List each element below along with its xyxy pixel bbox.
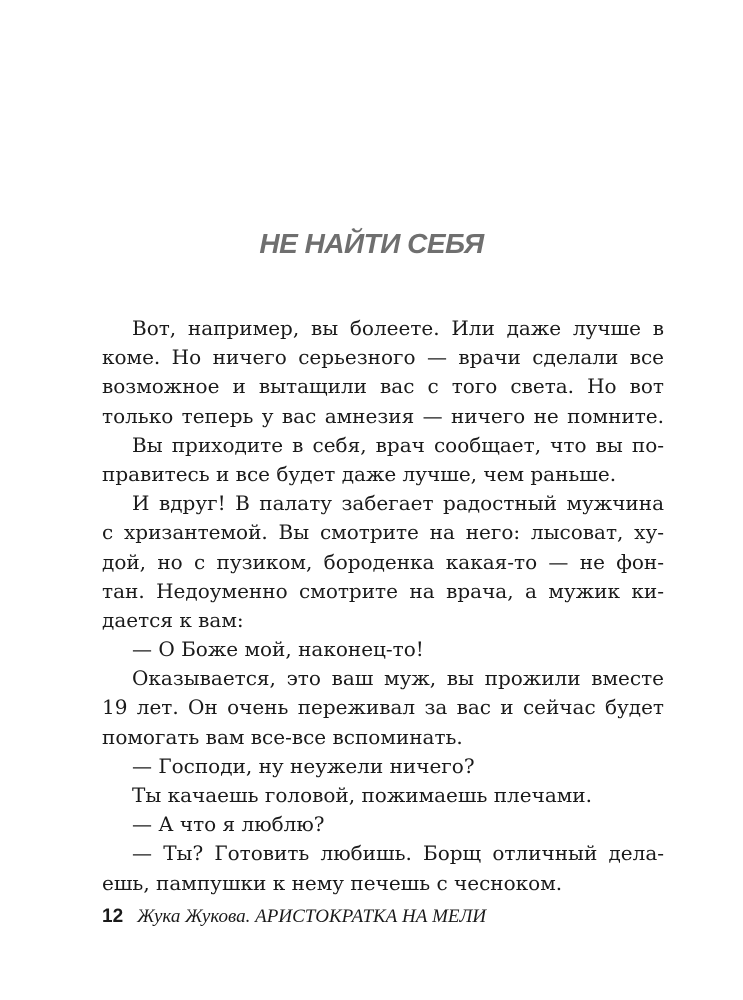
text-line: Оказывается, это ваш муж, вы прожили вместе xyxy=(132,666,664,691)
body-text xyxy=(102,314,664,898)
text-line: дается к вам: xyxy=(102,607,244,632)
dialogue-line: — Ты? Готовить любишь. Борщ отличный дела- xyxy=(132,841,664,866)
chapter-title: НЕ НАЙТИ СЕБЯ xyxy=(259,228,484,259)
text-line: тан. Недоуменно смотрите на врача, а мужик ки- xyxy=(102,578,664,603)
dialogue-line: — А что я люблю? xyxy=(132,812,325,837)
text-line: возможное и вытащили вас с того света. Но вот xyxy=(102,374,664,399)
page-number: 12 xyxy=(102,906,124,927)
text-line: правитесь и все будет даже лучше, чем раньше. xyxy=(102,461,617,486)
text-line: Вы приходите в себя, врач сообщает, что вы по- xyxy=(132,432,664,457)
text-line: Ты качаешь головой, пожимаешь плечами. xyxy=(132,783,592,807)
running-head: Жука Жукова. АРИСТОКРАТКА НА МЕЛИ xyxy=(137,906,487,927)
text-line: дой, но с пузиком, бороденка какая-то — не фон- xyxy=(102,549,664,574)
dialogue-line: — Господи, ну неужели ничего? xyxy=(132,753,475,778)
text-line: коме. Но ничего серьезного — врачи сделали все xyxy=(102,345,664,370)
text-line: Вот, например, вы болеете. Или даже лучше в xyxy=(132,316,664,340)
text-line: с хризантемой. Вы смотрите на него: лысоват, ху- xyxy=(102,520,664,545)
page-footer xyxy=(102,906,486,928)
text-line: И вдруг! В палату забегает радостный мужчина xyxy=(132,491,664,516)
text-line: помогать вам все-все вспоминать. xyxy=(102,724,463,749)
dialogue-line: — О Боже мой, наконец-то! xyxy=(132,637,424,662)
text-line: 19 лет. Он очень переживал за вас и сейчас будет xyxy=(102,695,664,720)
text-line: ешь, пампушки к нему печешь с чесноком. xyxy=(102,870,563,895)
text-line: только теперь у вас амнезия — ничего не помните. xyxy=(102,403,664,428)
